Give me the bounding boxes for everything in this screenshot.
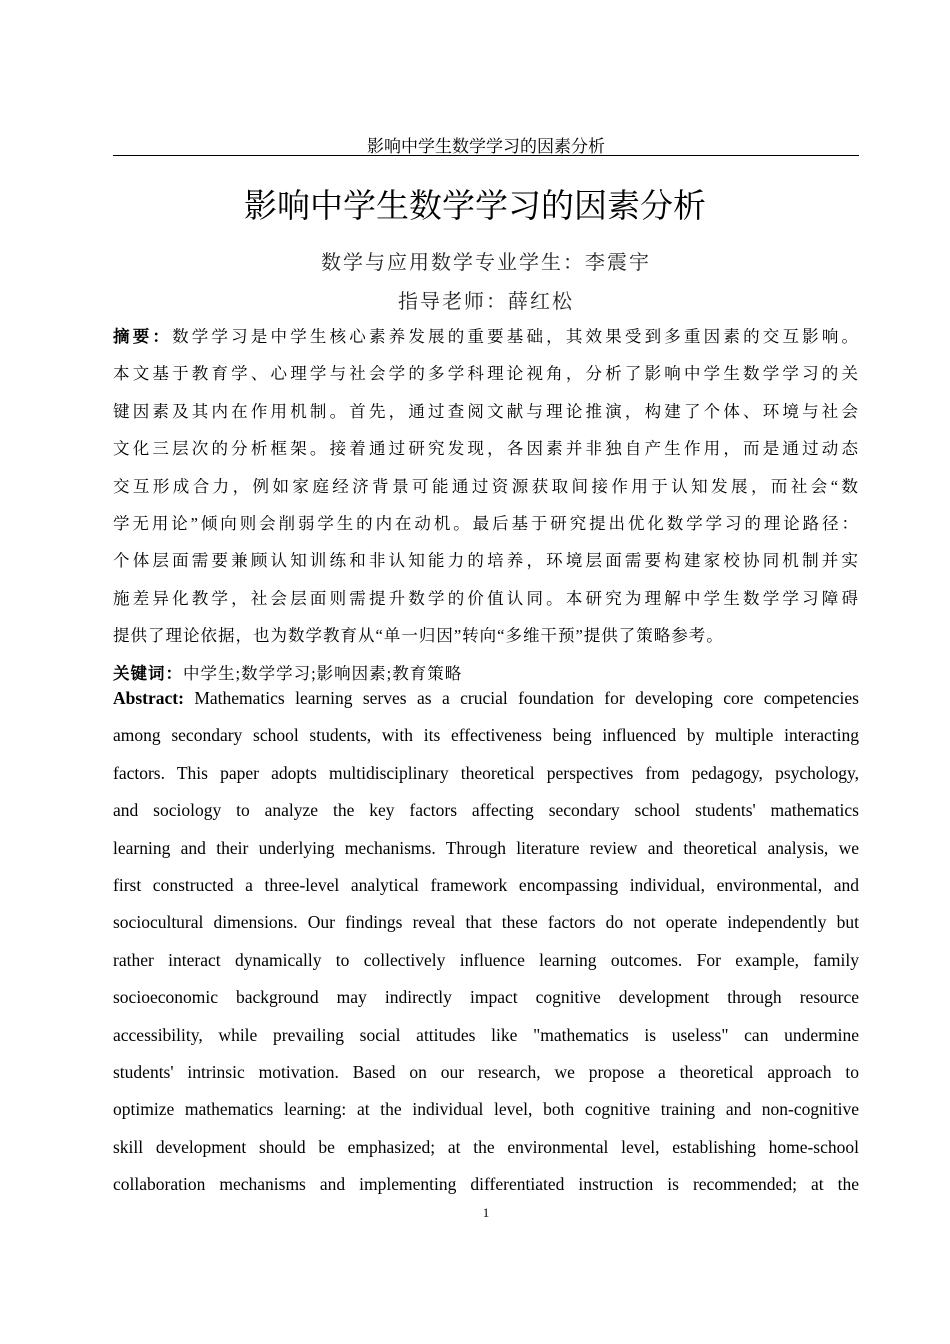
abstract-line <box>113 912 859 936</box>
abstract-line <box>113 987 859 1011</box>
abstract-text: 施差异化教学，社会层面则需提升数学的价值认同。本研究为理解中学生数学学习障碍 <box>113 588 859 608</box>
abstract-line <box>113 1099 859 1123</box>
abstract-text: 本文基于教育学、心理学与社会学的多学科理论视角，分析了影响中学生数学学习的关 <box>113 364 859 384</box>
abstract-text: 学无用论”倾向则会削弱学生的内在动机。最后基于研究提出优化数学学习的理论路径： <box>113 514 859 533</box>
abstract-line <box>113 473 859 497</box>
abstract-line <box>113 763 859 787</box>
running-header: 影响中学生数学学习的因素分析 <box>367 137 605 156</box>
abstract-text: skill development should be emphasized; at the environmental level, establishing home-school <box>113 1136 859 1157</box>
abstract-line <box>113 1025 859 1049</box>
keywords-zh <box>113 660 859 684</box>
page-number: 1 <box>482 1205 490 1220</box>
abstract-line <box>113 323 859 347</box>
keywords-label: 关键词： <box>113 664 183 683</box>
abstract-text: 文化三层次的分析框架。接着通过研究发现，各因素并非独自产生作用，而是通过动态 <box>113 439 859 459</box>
abstract-line <box>113 1137 859 1161</box>
header-rule <box>113 155 859 156</box>
abstract-text: first constructed a three-level analytical framework encompassing individual, environmental, and <box>113 875 859 895</box>
keywords-text: 中学生;数学学习;影响因素;教育策略 <box>183 664 463 683</box>
abstract-text: 数学学习是中学生核心素养发展的重要基础，其效果受到多重因素的交互影响。 <box>172 327 860 346</box>
advisor-line: 指导老师：薛红松 <box>398 291 574 313</box>
abstract-line <box>113 585 859 609</box>
abstract-text: Mathematics learning serves as a crucial foundation for developing core competencies <box>194 688 859 708</box>
abstract-text: accessibility, while prevailing social attitudes like "mathematics is useless" can undermine <box>113 1024 859 1045</box>
abstract-text: learning and their underlying mechanisms. Through literature review and theoretical analysis, we <box>113 837 859 858</box>
abstract-text: sociocultural dimensions. Our findings reveal that these factors do not operate independently but <box>113 912 859 933</box>
abstract-text: among secondary school students, with its effectiveness being influenced by multiple interacting <box>113 725 859 746</box>
abstract-line <box>113 950 859 974</box>
abstract-text: collaboration mechanisms and implementing differentiated instruction is recommended; at the <box>113 1174 859 1195</box>
abstract-line <box>113 398 859 422</box>
abstract-text: optimize mathematics learning: at the individual level, both cognitive training and non-cognitive <box>113 1099 859 1120</box>
abstract-text: rather interact dynamically to collectively influence learning outcomes. For example, family <box>113 949 859 970</box>
abstract-line <box>113 1062 859 1086</box>
abstract-text: socioeconomic background may indirectly impact cognitive development through resource <box>113 987 859 1008</box>
abstract-line <box>113 622 859 646</box>
abstract-line <box>113 838 859 862</box>
abstract-text: 提供了理论依据，也为数学教育从“单一归因”转向“多维干预”提供了策略参考。 <box>113 626 724 646</box>
abstract-text: students' intrinsic motivation. Based on our research, we propose a theoretical approach to <box>113 1062 859 1082</box>
abstract-line <box>113 360 859 384</box>
abstract-label: Abstract: <box>113 688 184 708</box>
abstract-line <box>113 875 859 899</box>
abstract-line <box>113 547 859 571</box>
author-line: 数学与应用数学专业学生：李震宇 <box>321 252 651 274</box>
abstract-line <box>113 1174 859 1198</box>
abstract-text: factors. This paper adopts multidisciplinary theoretical perspectives from pedagogy, psychology, <box>113 762 859 783</box>
abstract-line <box>113 688 859 712</box>
abstract-line <box>113 510 859 534</box>
abstract-label: 摘要： <box>113 327 173 346</box>
abstract-text: 个体层面需要兼顾认知训练和非认知能力的培养，环境层面需要构建家校协同机制并实 <box>113 551 859 571</box>
abstract-line <box>113 800 859 824</box>
paper-title: 影响中学生数学学习的因素分析 <box>244 186 706 225</box>
abstract-line <box>113 725 859 749</box>
abstract-line <box>113 435 859 459</box>
abstract-text: and sociology to analyze the key factors affecting secondary school students' mathematics <box>113 800 859 821</box>
abstract-text: 交互形成合力，例如家庭经济背景可能通过资源获取间接作用于认知发展，而社会“数 <box>113 476 859 496</box>
abstract-text: 键因素及其内在作用机制。首先，通过查阅文献与理论推演，构建了个体、环境与社会 <box>113 401 859 421</box>
